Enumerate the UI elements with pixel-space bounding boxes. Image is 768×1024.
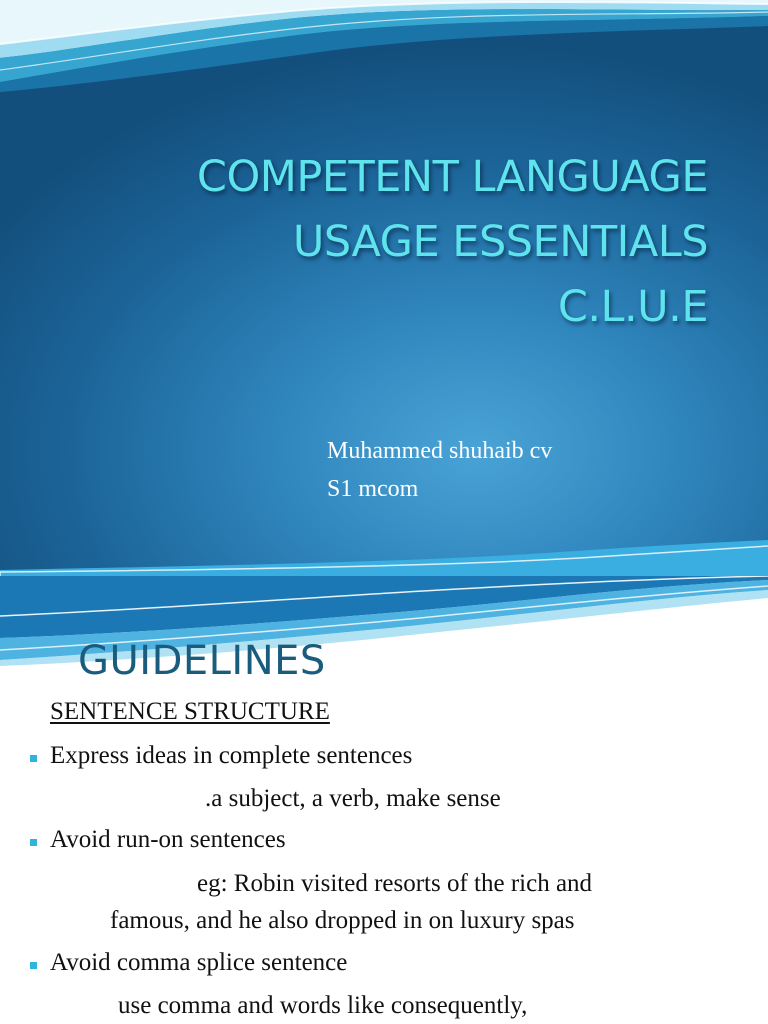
title-line-2: USAGE ESSENTIALS (292, 217, 708, 267)
bullet-square-icon (30, 962, 37, 969)
bullet-2-detail-2: famous, and he also dropped in on luxury spas (110, 907, 575, 934)
top-wave-decoration (0, 0, 768, 95)
bullet-1-detail: .a subject, a verb, make sense (205, 785, 501, 812)
slide-title (60, 145, 708, 340)
section-subheading: SENTENCE STRUCTURE (50, 698, 330, 725)
bullet-2-detail-1: eg: Robin visited resorts of the rich and (197, 870, 593, 897)
bullet-2-text: Avoid run-on sentences (50, 826, 286, 853)
slide-heading: GUIDELINES (78, 638, 326, 684)
author-name: Muhammed shuhaib cv (327, 438, 553, 464)
bullet-square-icon (30, 755, 37, 762)
slide-subtitle (327, 432, 552, 508)
bullet-3-text: Avoid comma splice sentence (50, 949, 348, 976)
title-line-3: C.L.U.E (557, 282, 708, 332)
bullet-3-detail: use comma and words like consequently, (118, 992, 528, 1019)
bottom-wave-decoration (0, 540, 768, 576)
bullet-1-text: Express ideas in complete sentences (50, 742, 413, 769)
bullet-square-icon (30, 839, 37, 846)
content-slide (0, 576, 768, 1024)
title-line-1: COMPETENT LANGUAGE (196, 152, 708, 202)
course-name: S1 mcom (327, 476, 419, 502)
